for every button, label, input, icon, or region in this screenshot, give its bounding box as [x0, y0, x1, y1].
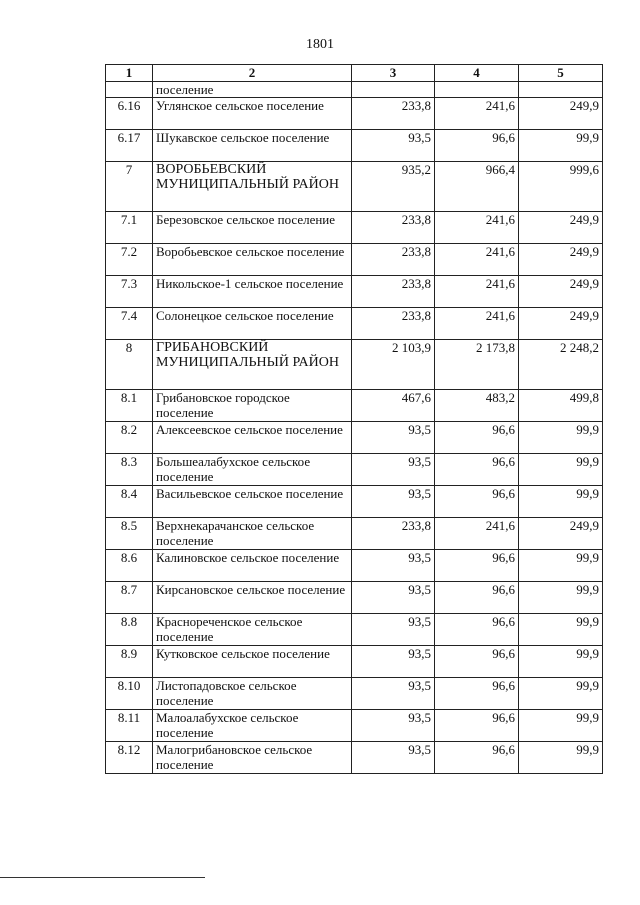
value-col4-cell: 96,6: [435, 678, 519, 710]
column-header-2: 2: [153, 65, 352, 82]
row-number-cell: 6.16: [106, 98, 153, 130]
table-row: [106, 646, 603, 678]
settlement-name-cell: ГРИБАНОВСКИЙ МУНИЦИПАЛЬНЫЙ РАЙОН: [153, 340, 352, 390]
row-number-cell: [106, 82, 153, 98]
value-col5-cell: 99,9: [519, 614, 603, 646]
value-col3-cell: 93,5: [352, 614, 435, 646]
column-header-3: 3: [352, 65, 435, 82]
row-number-cell: 6.17: [106, 130, 153, 162]
settlement-name-cell: Березовское сельское поселение: [153, 212, 352, 244]
row-number-cell: 7.1: [106, 212, 153, 244]
value-col3-cell: 2 103,9: [352, 340, 435, 390]
value-col5-cell: 249,9: [519, 98, 603, 130]
value-col4-cell: 241,6: [435, 276, 519, 308]
value-col5-cell: 499,8: [519, 390, 603, 422]
value-col5-cell: 249,9: [519, 276, 603, 308]
settlement-name-cell: Калиновское сельское поселение: [153, 550, 352, 582]
value-col3-cell: 233,8: [352, 244, 435, 276]
value-col5-cell: 99,9: [519, 710, 603, 742]
settlement-name-cell: Воробьевское сельское поселение: [153, 244, 352, 276]
settlement-name-cell: Шукавское сельское поселение: [153, 130, 352, 162]
row-number-cell: 8.10: [106, 678, 153, 710]
settlement-name-cell: Васильевское сельское поселение: [153, 486, 352, 518]
value-col4-cell: 241,6: [435, 212, 519, 244]
value-col4-cell: 241,6: [435, 308, 519, 340]
value-col3-cell: 93,5: [352, 454, 435, 486]
table-row: [106, 582, 603, 614]
settlement-name-cell: Большеалабухское сельское поселение: [153, 454, 352, 486]
value-col3-cell: 93,5: [352, 678, 435, 710]
value-col4-cell: 966,4: [435, 162, 519, 212]
value-col3-cell: 93,5: [352, 582, 435, 614]
row-number-cell: 8.9: [106, 646, 153, 678]
value-col5-cell: 99,9: [519, 550, 603, 582]
value-col5-cell: 249,9: [519, 308, 603, 340]
row-number-cell: 8.12: [106, 742, 153, 774]
settlement-name-cell: Краснореченское сельское поселение: [153, 614, 352, 646]
column-header-4: 4: [435, 65, 519, 82]
row-number-cell: 8.2: [106, 422, 153, 454]
value-col5-cell: 99,9: [519, 646, 603, 678]
table-row: [106, 244, 603, 276]
column-header-1: 1: [106, 65, 153, 82]
value-col4-cell: 96,6: [435, 550, 519, 582]
value-col5-cell: 249,9: [519, 518, 603, 550]
row-number-cell: 7.4: [106, 308, 153, 340]
value-col3-cell: 93,5: [352, 130, 435, 162]
row-number-cell: 8.3: [106, 454, 153, 486]
settlement-name-cell: Кутковское сельское поселение: [153, 646, 352, 678]
settlement-name-cell: Никольское-1 сельское поселение: [153, 276, 352, 308]
value-col4-cell: 96,6: [435, 130, 519, 162]
budget-table: [105, 64, 603, 774]
value-col5-cell: 99,9: [519, 422, 603, 454]
row-number-cell: 8.11: [106, 710, 153, 742]
table-row: [106, 130, 603, 162]
row-number-cell: 7: [106, 162, 153, 212]
table-row: [106, 486, 603, 518]
value-col4-cell: 96,6: [435, 710, 519, 742]
row-number-cell: 8.6: [106, 550, 153, 582]
table-row: [106, 308, 603, 340]
row-number-cell: 8.5: [106, 518, 153, 550]
table-row: [106, 340, 603, 390]
table-row: [106, 276, 603, 308]
value-col3-cell: 233,8: [352, 98, 435, 130]
row-number-cell: 7.2: [106, 244, 153, 276]
table-row: [106, 678, 603, 710]
table-row: [106, 212, 603, 244]
table-row: [106, 614, 603, 646]
value-col5-cell: 249,9: [519, 244, 603, 276]
value-col4-cell: 96,6: [435, 486, 519, 518]
value-col3-cell: 467,6: [352, 390, 435, 422]
settlement-name-cell: Верхнекарачанское сельское поселение: [153, 518, 352, 550]
value-col5-cell: 99,9: [519, 130, 603, 162]
table-row: [106, 98, 603, 130]
value-col5-cell: 99,9: [519, 486, 603, 518]
value-col3-cell: 233,8: [352, 276, 435, 308]
value-col3-cell: 233,8: [352, 518, 435, 550]
value-col5-cell: 99,9: [519, 678, 603, 710]
row-number-cell: 8.7: [106, 582, 153, 614]
table-row: [106, 82, 603, 98]
row-number-cell: 8: [106, 340, 153, 390]
value-col3-cell: 93,5: [352, 742, 435, 774]
value-col4-cell: 96,6: [435, 422, 519, 454]
settlement-name-cell: Малогрибановское сельское поселение: [153, 742, 352, 774]
value-col3-cell: 93,5: [352, 646, 435, 678]
row-number-cell: 8.8: [106, 614, 153, 646]
table-body: [106, 82, 603, 774]
value-col4-cell: 483,2: [435, 390, 519, 422]
value-col4-cell: 96,6: [435, 742, 519, 774]
column-header-5: 5: [519, 65, 603, 82]
table-row: [106, 162, 603, 212]
table-row: [106, 742, 603, 774]
value-col4-cell: 96,6: [435, 614, 519, 646]
value-col4-cell: 241,6: [435, 98, 519, 130]
value-col4-cell: 241,6: [435, 518, 519, 550]
settlement-name-cell: ВОРОБЬЕВСКИЙ МУНИЦИПАЛЬНЫЙ РАЙОН: [153, 162, 352, 212]
settlement-name-cell: поселение: [153, 82, 352, 98]
value-col5-cell: 99,9: [519, 582, 603, 614]
value-col5-cell: 99,9: [519, 454, 603, 486]
value-col4-cell: 96,6: [435, 454, 519, 486]
value-col4-cell: [435, 82, 519, 98]
table-header-row: [106, 65, 603, 82]
table-row: [106, 454, 603, 486]
settlement-name-cell: Углянское сельское поселение: [153, 98, 352, 130]
table-row: [106, 518, 603, 550]
value-col5-cell: 99,9: [519, 742, 603, 774]
value-col3-cell: 233,8: [352, 308, 435, 340]
value-col3-cell: 93,5: [352, 710, 435, 742]
settlement-name-cell: Листопадовское сельское поселение: [153, 678, 352, 710]
value-col3-cell: 93,5: [352, 422, 435, 454]
page-number: 1801: [306, 37, 334, 52]
row-number-cell: 8.1: [106, 390, 153, 422]
value-col4-cell: 241,6: [435, 244, 519, 276]
value-col3-cell: 93,5: [352, 550, 435, 582]
settlement-name-cell: Малоалабухское сельское поселение: [153, 710, 352, 742]
value-col3-cell: 935,2: [352, 162, 435, 212]
settlement-name-cell: Кирсановское сельское поселение: [153, 582, 352, 614]
table-row: [106, 422, 603, 454]
value-col3-cell: 93,5: [352, 486, 435, 518]
value-col4-cell: 96,6: [435, 646, 519, 678]
value-col4-cell: 2 173,8: [435, 340, 519, 390]
settlement-name-cell: Грибановское городское поселение: [153, 390, 352, 422]
table-row: [106, 710, 603, 742]
value-col5-cell: 2 248,2: [519, 340, 603, 390]
row-number-cell: 8.4: [106, 486, 153, 518]
value-col5-cell: 999,6: [519, 162, 603, 212]
table-row: [106, 390, 603, 422]
settlement-name-cell: Алексеевское сельское поселение: [153, 422, 352, 454]
value-col5-cell: [519, 82, 603, 98]
settlement-name-cell: Солонецкое сельское поселение: [153, 308, 352, 340]
value-col3-cell: 233,8: [352, 212, 435, 244]
value-col4-cell: 96,6: [435, 582, 519, 614]
value-col3-cell: [352, 82, 435, 98]
footnote-divider: [0, 877, 205, 878]
row-number-cell: 7.3: [106, 276, 153, 308]
value-col5-cell: 249,9: [519, 212, 603, 244]
table-row: [106, 550, 603, 582]
